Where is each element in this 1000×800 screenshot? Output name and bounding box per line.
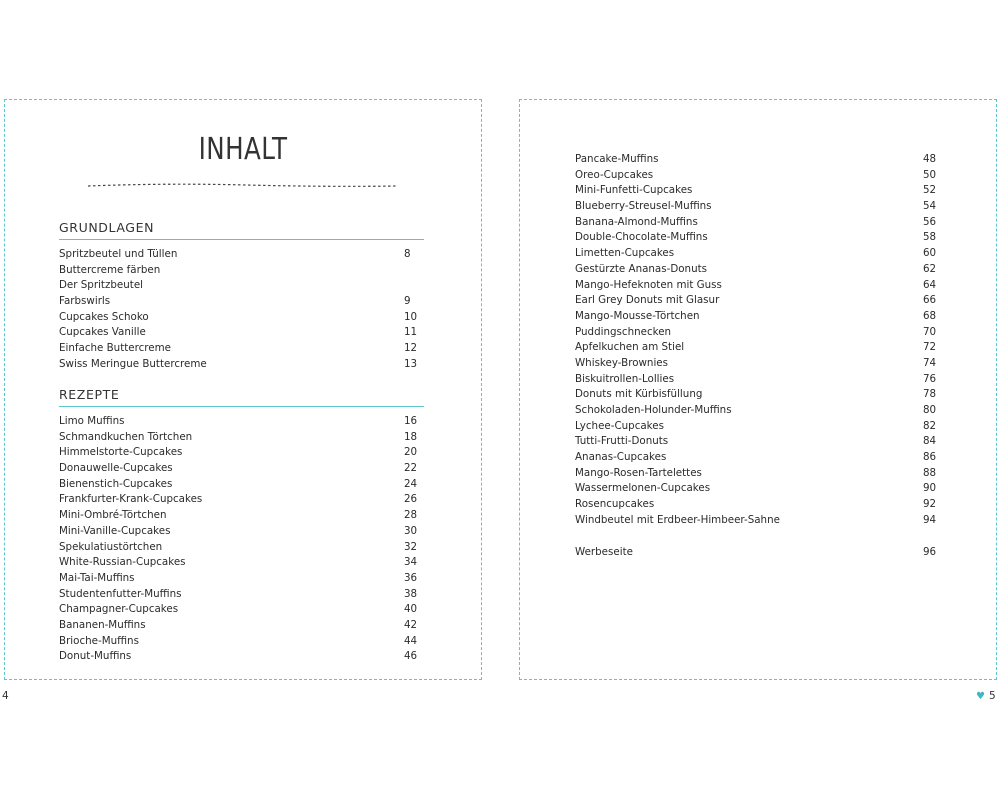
toc-entry[interactable]: [575, 403, 937, 419]
toc-entry-label: Rosencupcakes: [575, 498, 655, 511]
section-rezepte: [59, 386, 424, 665]
toc-entry-label: Apfelkuchen am Stiel: [575, 341, 685, 354]
toc-entry[interactable]: [59, 587, 424, 603]
toc-entry[interactable]: [59, 508, 424, 524]
toc-entry[interactable]: [59, 461, 424, 477]
toc-entry[interactable]: [575, 481, 937, 497]
toc-entry-label: Lychee-Cupcakes: [575, 419, 664, 432]
toc-entry-page: 52: [923, 184, 937, 197]
toc-entry[interactable]: [59, 341, 424, 357]
toc-entry-page: 68: [923, 309, 937, 322]
toc-entry-page: 36: [404, 571, 418, 584]
toc-entry-label: Schokoladen-Holunder-Muffins: [575, 404, 732, 416]
toc-entry[interactable]: [59, 310, 424, 326]
toc-entry-page: 13: [404, 357, 418, 370]
toc-entry-label: Banana-Almond-Muffins: [575, 215, 698, 228]
section-rule: [59, 239, 424, 240]
toc-entry-page: 44: [404, 634, 418, 647]
toc-entry-page: 56: [923, 215, 937, 228]
toc-entry-label: Ananas-Cupcakes: [575, 451, 667, 464]
toc-entry-page: 50: [923, 168, 937, 181]
toc-entry-page: 54: [923, 200, 937, 213]
toc-entry-label: Double-Chocolate-Muffins: [575, 231, 708, 244]
toc-entry-label: Tutti-Frutti-Donuts: [575, 435, 669, 448]
toc-entry[interactable]: [59, 555, 424, 571]
toc-entry-label: Cupcakes Schoko: [59, 310, 149, 323]
toc-entry[interactable]: [59, 278, 424, 294]
toc-entry-label: Limo Muffins: [59, 415, 125, 427]
toc-entry-page: 24: [404, 477, 418, 490]
toc-entry-page: 22: [404, 462, 418, 475]
toc-entry[interactable]: [575, 387, 937, 403]
toc-entry-page: 82: [923, 419, 937, 432]
toc-entry-label: Limetten-Cupcakes: [575, 247, 675, 260]
toc-entry-label: Farbswirls: [59, 295, 111, 308]
toc-entry-label: Mango-Hefeknoten mit Guss: [575, 278, 722, 291]
toc-entry[interactable]: [575, 183, 937, 199]
toc-entry[interactable]: [575, 230, 937, 246]
toc-entry[interactable]: [575, 513, 937, 529]
toc-entry-page: 78: [923, 388, 937, 401]
toc-entry-page: 38: [404, 587, 418, 600]
toc-entry-label: Himmelstorte-Cupcakes: [59, 446, 183, 459]
toc-entry[interactable]: [575, 466, 937, 482]
toc-entry-label: Mini-Vanille-Cupcakes: [59, 524, 171, 537]
toc-entry[interactable]: [59, 571, 424, 587]
toc-entry[interactable]: [575, 325, 937, 341]
toc-entry[interactable]: [59, 634, 424, 650]
toc-entry[interactable]: [59, 414, 424, 430]
toc-entry-page: 92: [923, 498, 937, 511]
toc-entry-page: 34: [404, 556, 418, 569]
toc-entry-label: Champagner-Cupcakes: [59, 603, 179, 616]
toc-entry[interactable]: [575, 356, 937, 372]
toc-entry-label: Schmandkuchen Törtchen: [59, 430, 193, 443]
toc-entry-label: Pancake-Muffins: [575, 153, 659, 165]
toc-entry[interactable]: [59, 618, 424, 634]
toc-entry[interactable]: [59, 492, 424, 508]
toc-entry-page: 16: [404, 415, 418, 427]
toc-entry-page: 94: [923, 513, 937, 526]
toc-entry[interactable]: [575, 434, 937, 450]
toc-entry[interactable]: [59, 649, 424, 665]
toc-entry-label: Bienenstich-Cupcakes: [59, 477, 173, 490]
toc-entry-page: 66: [923, 294, 937, 307]
page-number-left: 4: [2, 690, 9, 702]
toc-entry[interactable]: [59, 263, 424, 279]
toc-entry-label: Donuts mit Kürbisfüllung: [575, 388, 703, 401]
toc-entry-page: 8: [404, 248, 411, 260]
toc-entry[interactable]: [575, 309, 937, 325]
page-number-right: 5: [988, 690, 996, 702]
toc-entry-page: 26: [404, 493, 418, 506]
toc-entry-page: 18: [404, 430, 418, 443]
toc-entry-label: Cupcakes Vanille: [59, 326, 146, 339]
toc-entry-label: Earl Grey Donuts mit Glasur: [575, 294, 720, 307]
toc-entry-label: Studentenfutter-Muffins: [59, 587, 182, 600]
toc-entry-page: 42: [404, 618, 418, 631]
toc-entry-label: Donut-Muffins: [59, 650, 132, 663]
toc-entry-page: 48: [923, 153, 937, 165]
toc-entry[interactable]: [59, 477, 424, 493]
toc-entry[interactable]: [59, 540, 424, 556]
toc-entry-page: 60: [923, 247, 937, 260]
toc-entry-label: Brioche-Muffins: [59, 634, 139, 647]
section-heading: REZEPTE: [59, 387, 120, 402]
toc-entry-label: Mini-Funfetti-Cupcakes: [575, 184, 693, 197]
toc-entry[interactable]: [575, 199, 937, 215]
toc-entry-page: 12: [404, 342, 418, 355]
toc-entry[interactable]: [575, 497, 937, 513]
toc-entry-label: Biskuitrollen-Lollies: [575, 372, 675, 385]
toc-entry-label: Spritzbeutel und Tüllen: [59, 248, 178, 260]
toc-entry-label: Windbeutel mit Erdbeer-Himbeer-Sahne: [575, 513, 780, 526]
toc-entry[interactable]: [575, 372, 937, 388]
toc-entry-label: Swiss Meringue Buttercreme: [59, 357, 207, 370]
toc-entry-page: 72: [923, 341, 937, 354]
toc-entry-label: Gestürzte Ananas-Donuts: [575, 262, 708, 275]
toc-entry-page: 86: [923, 451, 937, 464]
toc-entry[interactable]: [59, 325, 424, 341]
toc-entry-page: 40: [404, 603, 418, 616]
toc-entry-page: 62: [923, 262, 937, 275]
toc-entry-label: Frankfurter-Krank-Cupcakes: [59, 493, 203, 506]
toc-list: [59, 247, 424, 373]
toc-entry-label: Der Spritzbeutel: [59, 279, 144, 292]
toc-entry-page: 10: [404, 310, 418, 323]
toc-entry-page: 30: [404, 524, 418, 537]
toc-entry-label: Oreo-Cupcakes: [575, 168, 654, 181]
toc-entry[interactable]: [59, 247, 424, 263]
toc-entry[interactable]: [575, 246, 937, 262]
toc-entry-page: 32: [404, 540, 418, 553]
toc-entry[interactable]: [575, 450, 937, 466]
dashed-divider: [86, 180, 400, 192]
toc-entry-label: White-Russian-Cupcakes: [59, 556, 186, 569]
toc-entry-label: Mai-Tai-Muffins: [59, 571, 135, 584]
toc-entry-label: Werbeseite: [575, 545, 633, 558]
page-number-right-wrap: [976, 690, 996, 702]
toc-entry-label: Buttercreme färben: [59, 263, 161, 276]
toc-entry-label: Mini-Ombré-Törtchen: [59, 509, 167, 522]
toc-entry-page: 46: [404, 650, 418, 663]
toc-entry[interactable]: [59, 294, 424, 310]
toc-entry-label: Donauwelle-Cupcakes: [59, 462, 173, 475]
toc-entry[interactable]: [575, 262, 937, 278]
toc-entry-page: [404, 263, 424, 279]
toc-entry[interactable]: [575, 168, 937, 184]
toc-entry[interactable]: [575, 152, 937, 168]
toc-entry-page: 9: [404, 295, 411, 308]
toc-entry[interactable]: [59, 430, 424, 446]
toc-entry[interactable]: [59, 445, 424, 461]
toc-entry-page: 80: [923, 404, 937, 416]
toc-entry-label: Blueberry-Streusel-Muffins: [575, 200, 712, 213]
toc-list-right: [575, 152, 937, 560]
toc-entry-page: 70: [923, 325, 937, 338]
toc-entry-label: Spekulatiustörtchen: [59, 540, 163, 553]
toc-entry-page: 90: [923, 482, 937, 495]
toc-entry[interactable]: [59, 357, 424, 373]
toc-entry-page: 96: [923, 545, 937, 558]
toc-entry-label: Wassermelonen-Cupcakes: [575, 482, 711, 495]
toc-entry-page: 74: [923, 356, 937, 369]
toc-entry[interactable]: [575, 340, 937, 356]
toc-entry-page: 88: [923, 466, 937, 479]
toc-entry-page: 28: [404, 509, 418, 522]
toc-entry-page: 76: [923, 372, 937, 385]
page-title: INHALT: [198, 132, 288, 167]
toc-entry[interactable]: [575, 419, 937, 435]
toc-entry-label: Puddingschnecken: [575, 325, 672, 338]
toc-entry-label: Bananen-Muffins: [59, 618, 146, 631]
section-rule: [59, 406, 424, 407]
toc-entry-label: Mango-Mousse-Törtchen: [575, 309, 700, 322]
toc-entry[interactable]: [575, 545, 937, 561]
toc-entry-label: Einfache Buttercreme: [59, 342, 171, 355]
heart-icon: ♥: [976, 690, 985, 702]
toc-entry[interactable]: [575, 293, 937, 309]
toc-entry[interactable]: [59, 602, 424, 618]
toc-entry-page: 20: [404, 446, 418, 459]
toc-entry-page: [404, 278, 424, 294]
toc-entry[interactable]: [59, 524, 424, 540]
toc-entry-label: Mango-Rosen-Tartelettes: [575, 466, 702, 479]
toc-entry-page: 58: [923, 231, 937, 244]
section-heading: GRUNDLAGEN: [59, 220, 155, 235]
toc-entry-label: Whiskey-Brownies: [575, 356, 669, 369]
toc-list: [59, 414, 424, 665]
section-grundlagen: [59, 219, 424, 373]
toc-entry-page: 84: [923, 435, 937, 448]
toc-entry-page: 64: [923, 278, 937, 291]
toc-entry[interactable]: [575, 278, 937, 294]
toc-entry[interactable]: [575, 215, 937, 231]
toc-entry-page: 11: [404, 326, 418, 339]
